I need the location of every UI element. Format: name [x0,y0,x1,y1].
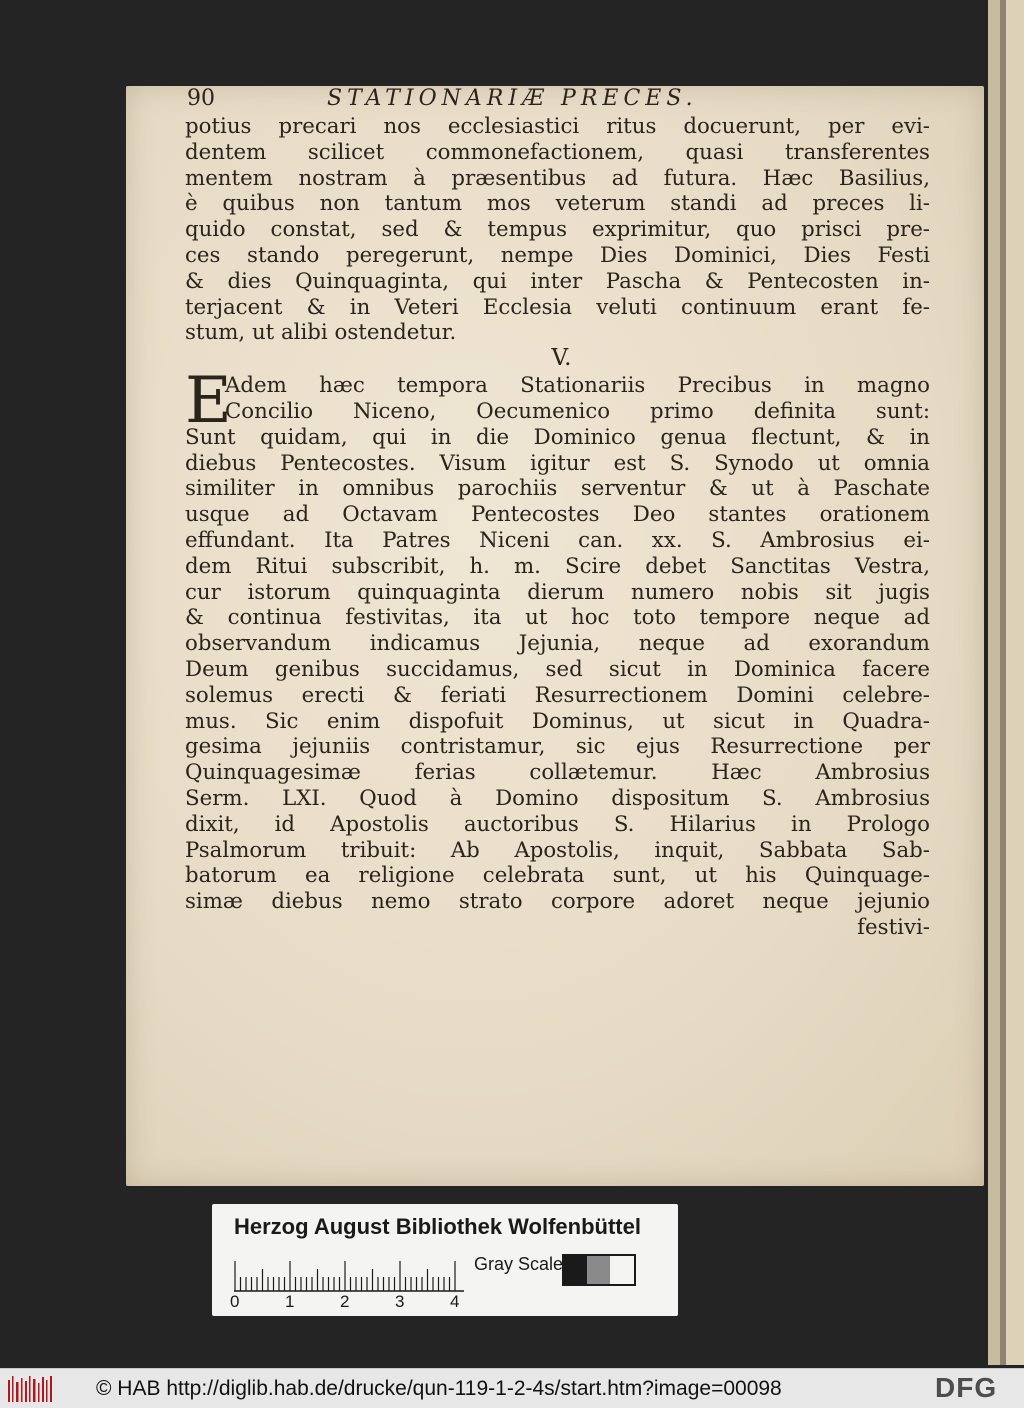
gray-scale-label: Gray Scale [474,1254,564,1274]
barcode-icon [8,1376,52,1402]
gray-swatch-light [610,1256,634,1284]
gray-swatch-mid [587,1256,610,1284]
ruler-numbers [230,1292,490,1314]
text-line: Sunt quidam, qui in die Dominico genua flectunt, & in [185,424,930,450]
text-line: simæ diebus nemo strato corpore adoret neque jejunio [185,889,930,915]
page-edge [988,0,1000,1365]
ruler-number: 1 [285,1292,295,1311]
text-line: Psalmorum tribuit: Ab Apostolis, inquit, Sabbata Sab- [185,837,930,863]
ruler-number: 3 [395,1292,405,1311]
ruler-number: 2 [340,1292,350,1311]
page-edge-outer [1006,0,1024,1365]
text-line: ces stando peregerunt, nempe Dies Dominici, Dies Festi [185,242,930,268]
text-line: è quibus non tantum mos veterum standi ad preces li- [185,191,930,217]
text-line: cur istorum quinquaginta dierum numero nobis sit jugis [185,579,930,605]
text-line: diebus Pentecostes. Visum igitur est S. Synodo ut omnia [185,450,930,476]
text-line: dixit, id Apostolis auctoribus S. Hilarius in Prologo [185,811,930,837]
page-text [185,86,930,941]
text-line: usque ad Octavam Pentecostes Deo stantes orationem [185,502,930,528]
text-line: effundant. Ita Patres Niceni can. xx. S. Ambrosius ei- [185,527,930,553]
drop-initial: E [185,364,232,439]
text-line: Serm. LXI. Quod à Domino dispositum S. Ambrosius [185,785,930,811]
catchword: festivi- [857,914,930,940]
text-line: Concilio Niceno, Oecumenico primo definita sunt: [225,398,930,424]
text-line: quido constat, sed & tempus exprimitur, quo prisci pre- [185,217,930,243]
gray-scale-swatches [562,1254,636,1286]
text-line: & continua festivitas, ita ut hoc toto tempore neque ad [185,605,930,631]
library-name: Herzog August Bibliothek Wolfenbüttel [234,1214,641,1239]
text-line: observandum indicamus Jejunia, neque ad exorandum [185,631,930,657]
text-line: Deum genibus succidamus, sed sicut in Dominica facere [185,656,930,682]
paragraph-2 [185,425,930,915]
gray-swatch-dark [564,1256,587,1284]
color-scale-card [212,1204,678,1316]
text-line: solemus erecti & feriati Resurrectionem Domini celebre- [185,682,930,708]
dfg-logo: DFG [935,1372,998,1403]
text-line: mus. Sic enim dispofuit Dominus, ut sicut in Quadra- [185,708,930,734]
text-line: gesima jejuniis contristamur, sic ejus Resurrectione per [185,734,930,760]
section-number: V. [551,345,572,372]
text-line: batorum ea religione celebrata sunt, ut his Quinquage- [185,863,930,889]
text-line: dem Ritui subscribit, h. m. Scire debet Sanctitas Vestra, [185,553,930,579]
text-line: Adem hæc tempora Stationariis Precibus in magno [225,373,930,399]
running-head [185,86,930,114]
ruler-number: 0 [230,1292,240,1311]
text-line: terjacent & in Veteri Ecclesia veluti continuum erant fe- [185,294,930,320]
paragraph-1 [185,114,930,346]
ruler-number: 4 [450,1292,460,1311]
text-line: mentem nostram à præsentibus ad futura. Hæc Basilius, [185,165,930,191]
text-line: Quinquagesimæ ferias collætemur. Hæc Ambrosius [185,760,930,786]
text-line: potius precari nos ecclesiastici ritus docuerunt, per evi- [185,114,930,139]
text-line: stum, ut alibi ostendetur. [185,320,457,346]
ruler-icon [234,1252,478,1292]
text-line: dentem scilicet commonefactionem, quasi transferentes [185,139,930,165]
page-number: 90 [187,86,215,111]
text-line: & dies Quinquaginta, qui inter Pascha & Pentecosten in- [185,268,930,294]
footer-bar [0,1368,1024,1408]
text-line: similiter in omnibus parochiis serventur & ut à Paschate [185,476,930,502]
running-title: STATIONARIÆ PRECES. [327,86,698,111]
source-credit-link[interactable]: © HAB http://diglib.hab.de/drucke/qun-119-1-2-4s/start.htm?image=00098 [96,1377,782,1400]
